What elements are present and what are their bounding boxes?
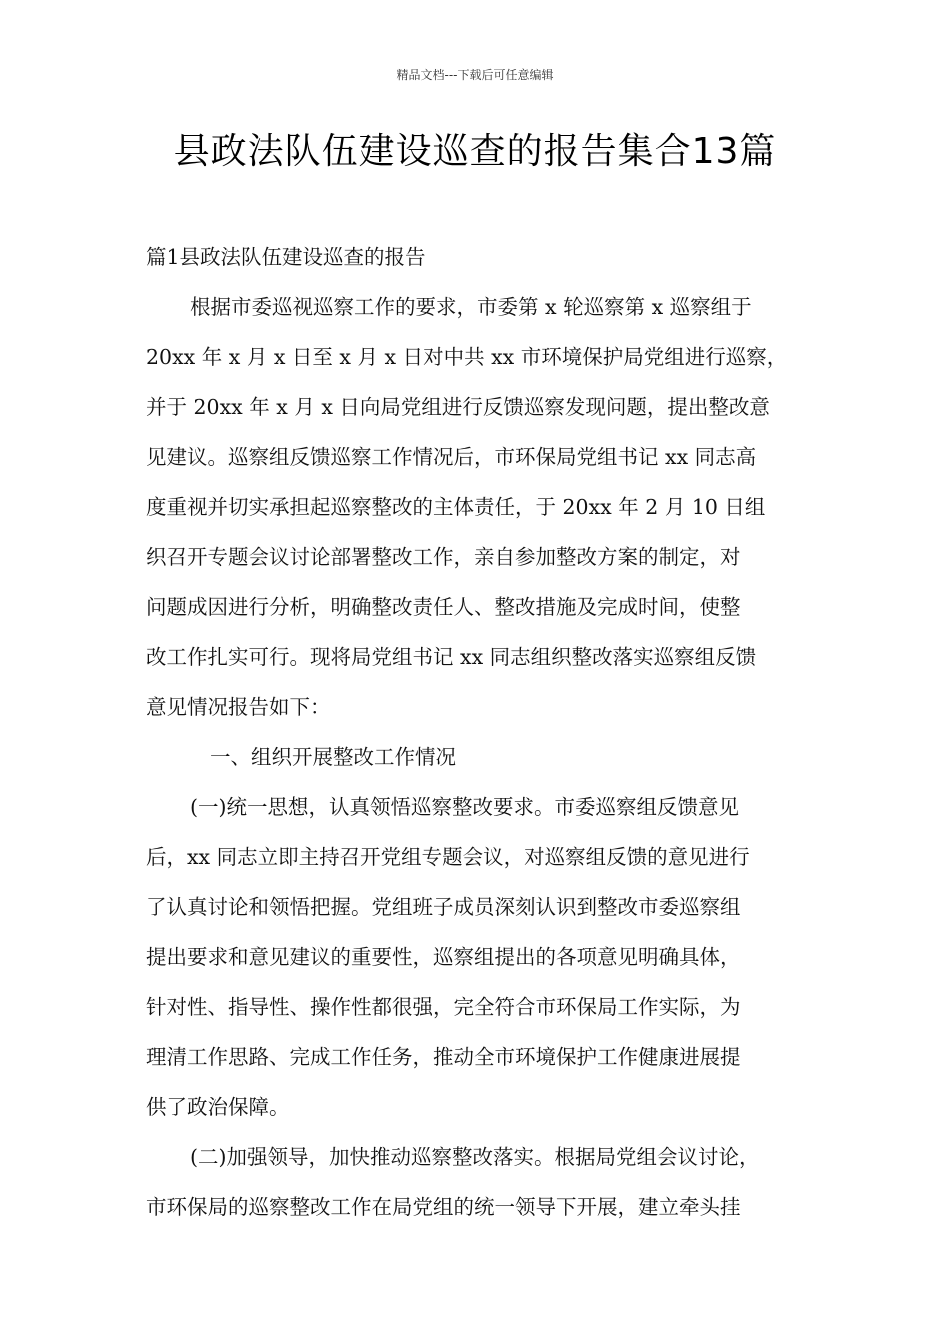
paragraph-line: 意见情况报告如下： (146, 695, 331, 719)
document-body (146, 232, 822, 1232)
paragraph-line: 问题成因进行分析，明确整改责任人、整改措施及完成时间，使整 (146, 595, 741, 619)
subsection-heading: 一、组织开展整改工作情况 (210, 745, 456, 769)
paragraph-line: 根据市委巡视巡察工作的要求，市委第 x 轮巡察第 x 巡察组于 (190, 295, 752, 319)
paragraph-line: 20xx 年 x 月 x 日至 x 月 x 日对中共 xx 市环境保护局党组进行巡察， (146, 345, 788, 369)
paragraph-line: 并于 20xx 年 x 月 x 日向局党组进行反馈巡察发现问题，提出整改意 (146, 395, 770, 419)
document-title: 县政法队伍建设巡查的报告集合13篇 (173, 131, 777, 172)
paragraph-line: 度重视并切实承担起巡察整改的主体责任，于 20xx 年 2 月 10 日组 (146, 495, 766, 519)
section-heading: 篇1县政法队伍建设巡查的报告 (146, 245, 426, 269)
paragraph-line: 改工作扎实可行。现将局党组书记 xx 同志组织整改落实巡察组反馈 (146, 645, 757, 669)
paragraph-line: 市环保局的巡察整改工作在局党组的统一领导下开展，建立牵头挂 (146, 1195, 741, 1219)
paragraph-line: 提出要求和意见建议的重要性，巡察组提出的各项意见明确具体， (146, 945, 741, 969)
paragraph-line: 了认真讨论和领悟把握。党组班子成员深刻认识到整改市委巡察组 (146, 895, 741, 919)
paragraph-line: 供了政治保障。 (146, 1095, 290, 1119)
paragraph-line: 针对性、指导性、操作性都很强，完全符合市环保局工作实际，为 (146, 995, 741, 1019)
header-note: 精品文档---下载后可任意编辑 (396, 68, 554, 82)
paragraph-line: 见建议。巡察组反馈巡察工作情况后，市环保局党组书记 xx 同志高 (146, 445, 757, 469)
paragraph-line: 织召开专题会议讨论部署整改工作，亲自参加整改方案的制定，对 (146, 545, 741, 569)
paragraph-line: 后，xx 同志立即主持召开党组专题会议，对巡察组反馈的意见进行 (146, 845, 750, 869)
paragraph-line: (一)统一思想，认真领悟巡察整改要求。市委巡察组反馈意见 (190, 795, 739, 819)
paragraph-line: (二)加强领导，加快推动巡察整改落实。根据局党组会议讨论， (190, 1145, 760, 1169)
paragraph-line: 理清工作思路、完成工作任务，推动全市环境保护工作健康进展提 (146, 1045, 741, 1069)
